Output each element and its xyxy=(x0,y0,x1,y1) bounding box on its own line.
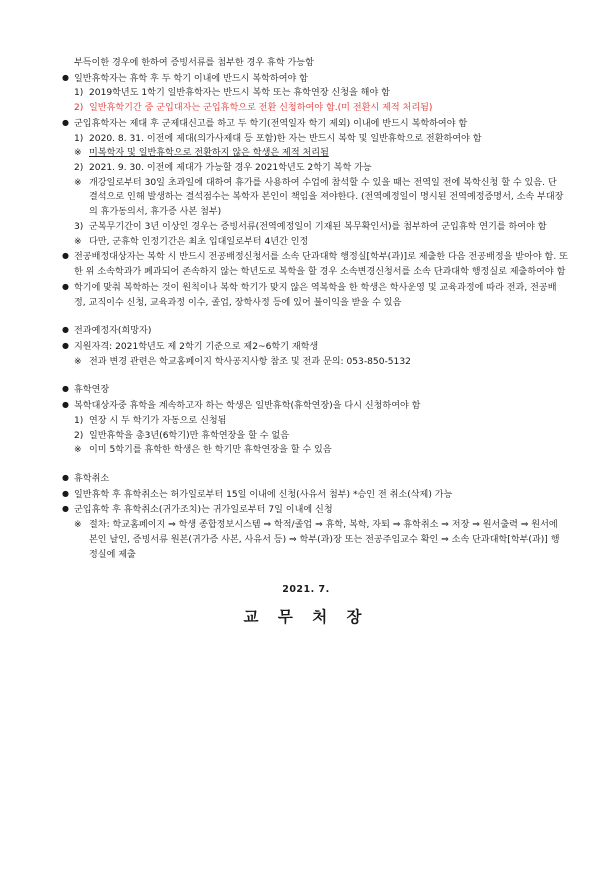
list-marker: 1) xyxy=(74,88,84,99)
list-item-note: ※ 개강일로부터 30일 초과일에 대하여 휴가를 사용하여 수업에 참석할 수 있을 때는 전역일 전에 복학신청 할 수 있음. 단 결석으로 인해 발생하는 결석점수는 복학자 본인이 책임을 져야한다. (전역예정일이 명시된 전역예정증명서, 소속 부대장의 휴가동의서, 휴가증 사본 첨부) xyxy=(74,177,564,218)
list-item-note: ※ 다만, 군휴학 인정기간은 최초 입대일로부터 4년간 인정 xyxy=(44,235,568,250)
bullet-icon: ● xyxy=(62,251,69,261)
list-item: ● 일반휴학 후 휴학취소는 허가일로부터 15일 이내에 신청(사유서 첨부) *승인 전 취소(삭제) 가능 xyxy=(62,488,453,500)
list-item: 2) 2021. 9. 30. 이전에 제대가 가능할 경우 2021학년도 2학기 복학 가능 xyxy=(44,161,568,176)
note-marker: ※ xyxy=(74,356,82,367)
list-item: ● 군입휴학 후 휴학취소(귀가조치)는 귀가일로부터 7일 이내에 신청 xyxy=(62,504,333,516)
bullet-icon: ● xyxy=(62,504,69,514)
list-item: 1) 2019학년도 1학기 일반휴학자는 반드시 복학 또는 휴학연장 신청을 해야 함 xyxy=(44,86,568,101)
document-footer xyxy=(44,582,568,629)
bullet-icon: ● xyxy=(62,472,69,482)
document-content xyxy=(44,56,568,630)
section-heading-military-leave: ● 군입휴학자는 제대 후 군제대신고를 하고 두 학기(전역일자 학기 제외) 이내에 반드시 복학하여야 함 xyxy=(62,117,468,129)
note-marker: ※ xyxy=(74,148,82,159)
note-marker: ※ xyxy=(74,236,82,247)
list-marker: 2) xyxy=(74,103,84,114)
list-item: ● 지원자격: 2021학년도 제 2학기 기준으로 제2~6학기 재학생 xyxy=(62,340,319,352)
list-item-note: ※ 절차: 학교홈페이지 ⇒ 학생 종합정보시스템 ⇒ 학적/졸업 ⇒ 휴학, 복학, 자퇴 ⇒ 휴학취소 ⇒ 저장 ⇒ 원서출력 ⇒ 원서에 본인 날인, 증빙서류 원본(귀가증 사본, 사유서 등) ⇒ 학부(과)장 또는 전공주임교수 확인 ⇒ 소속 단과대학[학부(과)] 행정실에 제출 xyxy=(74,520,560,560)
section-heading-major-assign: ● 전공배정대상자는 복학 시 반드시 전공배정신청서를 소속 단과대학 행정실[학부(과)]로 제출한 다음 전공배정을 받아야 함. 또한 위 소속학과가 폐과되어 존속하지 않는 학년도로 복학을 할 경우 소속변경신청서를 소속 단과대학 행정실로 제출하여야 함 xyxy=(62,251,568,278)
bullet-icon: ● xyxy=(62,325,69,335)
section-heading-semester-match: ● 학기에 맞춰 복학하는 것이 원칙이나 복학 학기가 맞지 않은 역복학을 한 학생은 학사운영 및 교육과정에 따라 전과, 전공배정, 교직이수 신청, 교육과정 이수, 졸업, 장학사정 등에 있어 불이익을 받을 수 있음 xyxy=(62,281,557,308)
list-marker: 2) xyxy=(74,163,84,174)
note-marker: ※ xyxy=(74,520,82,531)
bullet-icon: ● xyxy=(62,281,69,291)
bullet-icon: ● xyxy=(62,384,69,394)
list-item: 3) 군복무기간이 3년 이상인 경우는 증빙서류(전역예정일이 기재된 복무확인서)를 첨부하여 군입휴학 연기를 하여야 함 xyxy=(44,220,568,235)
group-title-major-change: ● 전과예정자(희망자) xyxy=(62,325,152,337)
list-item: 2) 일반휴학기간 중 군입대자는 군입휴학으로 전환 신청하여야 함.(미 전환시 제적 처리됨) xyxy=(44,101,568,116)
list-marker: 1) xyxy=(74,133,84,144)
bullet-icon: ● xyxy=(62,72,69,82)
list-marker: 3) xyxy=(74,221,84,232)
bullet-icon: ● xyxy=(62,117,69,127)
bullet-icon: ● xyxy=(62,488,69,498)
bullet-icon: ● xyxy=(62,340,69,350)
bullet-icon: ● xyxy=(62,400,69,410)
footer-date: 2021. 7. xyxy=(282,584,330,596)
list-item: ● 복학대상자중 휴학을 계속하고자 하는 학생은 일반휴학(휴학연장)을 다시 신청하여야 함 xyxy=(62,400,421,412)
note-marker: ※ xyxy=(74,177,82,188)
list-item-note: ※ 미복학자 및 일반휴학으로 전환하지 않은 학생은 제적 처리됨 xyxy=(44,146,568,161)
list-item: 2) 일반휴학을 총3년(6학기)만 휴학연장을 할 수 없음 xyxy=(44,429,568,444)
list-marker: 2) xyxy=(74,430,84,441)
list-item: 1) 연장 시 두 학기가 자동으로 신청됨 xyxy=(44,414,568,429)
list-marker: 1) xyxy=(74,415,84,426)
section-heading-general-leave: ● 일반휴학자는 휴학 후 두 학기 이내에 반드시 복학하여야 함 xyxy=(62,72,308,84)
footer-office: 교 무 처 장 xyxy=(243,607,369,626)
group-title-leave-cancel: ● 휴학취소 xyxy=(62,472,110,484)
list-item: 1) 2020. 8. 31. 이전에 제대(의가사제대 등 포함)한 자는 반드시 복학 및 일반휴학으로 전환하여야 함 xyxy=(44,132,568,147)
note-marker: ※ xyxy=(74,445,82,456)
list-item-note: ※ 전과 변경 관련은 학교홈페이지 학사공지사항 참조 및 전과 문의: 053-850-5132 xyxy=(44,355,568,370)
group-title-leave-extension: ● 휴학연장 xyxy=(62,384,110,396)
top-note: 부득이한 경우에 한하여 증빙서류를 첨부한 경우 휴학 가능함 xyxy=(74,58,314,68)
list-item-note: ※ 이미 5학기를 휴학한 학생은 한 학기만 휴학연장을 할 수 있음 xyxy=(44,443,568,458)
